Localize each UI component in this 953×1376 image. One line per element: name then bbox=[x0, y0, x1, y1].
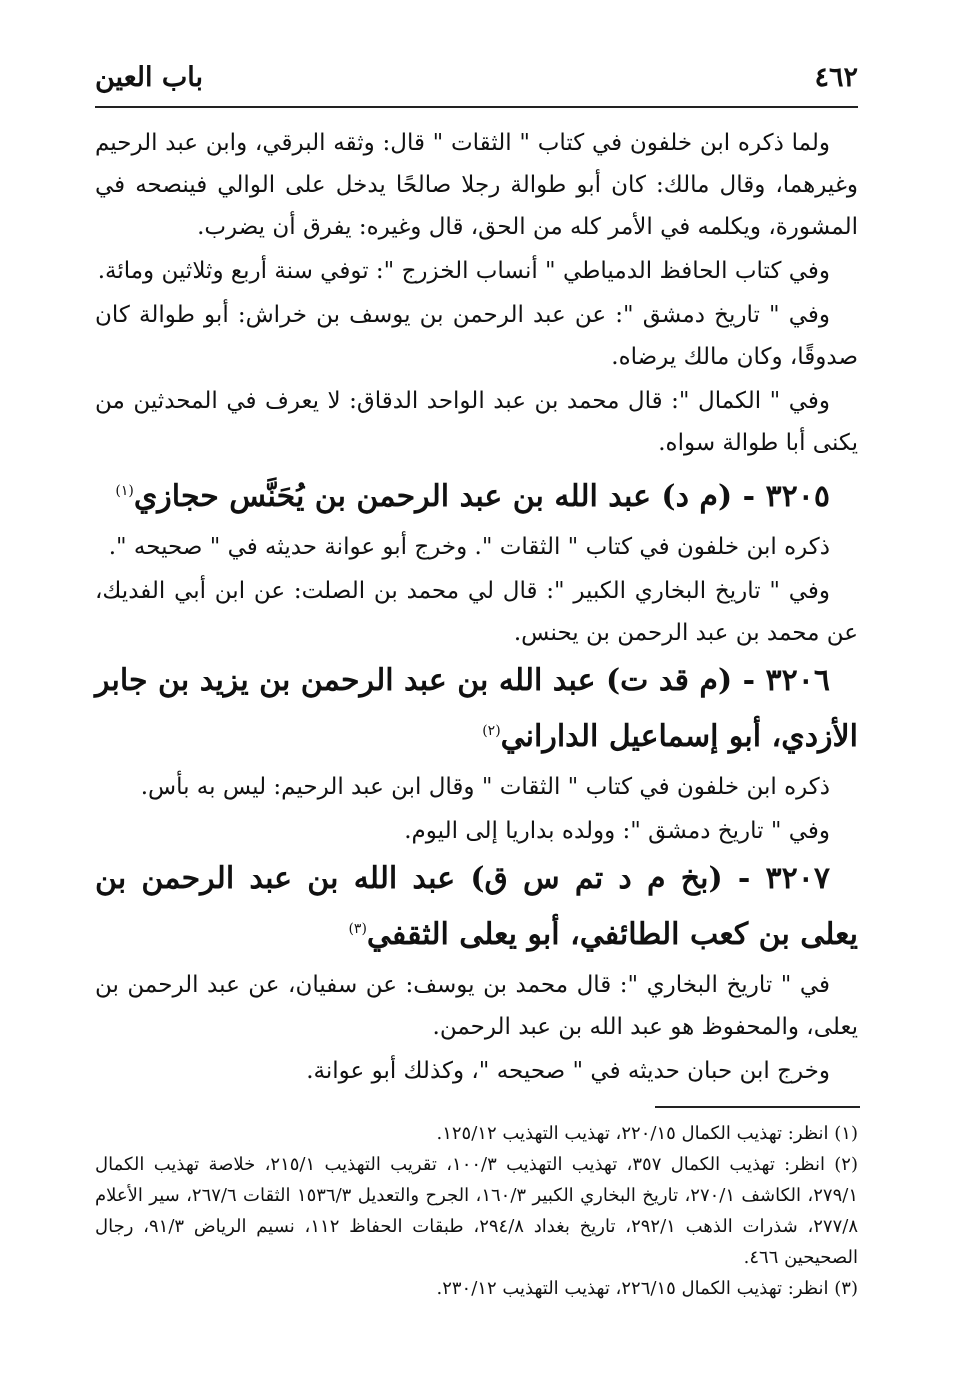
footnote-3: (٣) انظر: تهذيب الكمال ٢٢٦/١٥، تهذيب التهذيب ٢٣٠/١٢. bbox=[436, 1278, 858, 1299]
entry-number: ٣٢٠٧ bbox=[765, 861, 830, 896]
footnote-ref: (٣) bbox=[348, 921, 367, 937]
paragraph: ذكره ابن خلفون في كتاب " الثقات " وقال ابن عبد الرحيم: ليس به بأس. bbox=[140, 774, 830, 800]
entry-title: - (بخ م د تم س ق) عبد الله بن عبد الرحمن بن يعلى بن كعب الطائفي، أبو يعلى الثقفي bbox=[95, 861, 858, 952]
footnote-ref: (١) bbox=[115, 483, 134, 499]
paragraph: وخرج ابن حبان حديثه في " صحيحه "، وكذلك أبو عوانة. bbox=[306, 1058, 830, 1084]
paragraph: وفي " تاريخ دمشق ": عن عبد الرحمن بن يوسف بن خراش: أبو طوالة كان صدوقًا، وكان مالك يرضاه. bbox=[95, 302, 858, 370]
footnote-2: (٢) انظر: تهذيب الكمال ٣٥٧، تهذيب التهذيب ١٠٠/٣، تقريب التهذيب ٢١٥/١، خلاصة تهذيب الكمال ٢٧٩/١، الكاشف ٢٧٠/١، تاريخ البخاري الكبير ١٦٠/٣، الجرح والتعديل ١٥٣٦/٣ الثقات ٢٦٧/٦، سير الأعلام ٢٧٧/٨، شذرات الذهب ٢٩٢/١، تاريخ بغداد ٢٩٤/٨، طبقات الحفاظ ١١٢، نسيم الرياض ٩١/٣، رجال الصحيحين ٤٦٦. bbox=[95, 1154, 859, 1268]
footnotes bbox=[95, 1118, 858, 1304]
footnote-1: (١) انظر: تهذيب الكمال ٢٢٠/١٥، تهذيب التهذيب ١٢٥/١٢. bbox=[436, 1123, 858, 1144]
paragraph: ذكره ابن خلفون في كتاب " الثقات ". وخرج أبو عوانة حديثه في " صحيحه ". bbox=[108, 534, 830, 560]
paragraph: وفي كتاب الحافظ الدمياطي " أنساب الخزرج ": توفي سنة أربع وثلاثين ومائة. bbox=[97, 258, 830, 284]
paragraph: ولما ذكره ابن خلفون في كتاب " الثقات " قال: وثقه البرقي، وابن عبد الرحيم وغيرهما، وقال مالك: كان أبو طوالة رجلا صالحًا يدخل على الوالي فينصحه في المشورة، ويكلمه في الأمر كله من الحق، قال وغيره: يفرق أن يضرب. bbox=[95, 130, 858, 240]
page-number: ٤٦٢ bbox=[814, 62, 858, 93]
footnote-separator bbox=[655, 1106, 860, 1108]
entry-title: - (م قد ت) عبد الله بن عبد الرحمن بن يزيد بن جابر الأزدي، أبو إسماعيل الداراني bbox=[95, 663, 858, 754]
entry-heading-3205 bbox=[95, 466, 858, 522]
chapter-title: باب العين bbox=[95, 62, 204, 93]
entry-title: - (م د) عبد الله بن عبد الرحمن بن يُحَنَّس حجازي bbox=[133, 479, 766, 514]
paragraph: وفي " تاريخ البخاري الكبير ": قال لي محمد بن الصلت: عن ابن أبي الفديك، عن محمد بن عبد الرحمن بن يحنس. bbox=[95, 578, 858, 646]
entry-heading-3207 bbox=[95, 854, 858, 960]
footnote-ref: (٢) bbox=[482, 723, 501, 739]
entry-number: ٣٢٠٥ bbox=[765, 479, 830, 514]
page-header bbox=[95, 58, 858, 108]
paragraph: وفي " الكمال ": قال محمد بن عبد الواحد الدقاق: لا يعرف في المحدثين من يكنى أبا طوالة سواه. bbox=[95, 388, 858, 456]
paragraph: وفي " تاريخ دمشق ": وولده بداريا إلى اليوم. bbox=[404, 818, 830, 844]
main-text bbox=[95, 122, 858, 1094]
paragraph: في " تاريخ البخاري ": قال محمد بن يوسف: عن سفيان، عن عبد الرحمن بن يعلى، والمحفوظ هو عبد الله بن عبد الرحمن. bbox=[95, 972, 858, 1040]
entry-number: ٣٢٠٦ bbox=[765, 663, 830, 698]
entry-heading-3206 bbox=[95, 656, 858, 762]
